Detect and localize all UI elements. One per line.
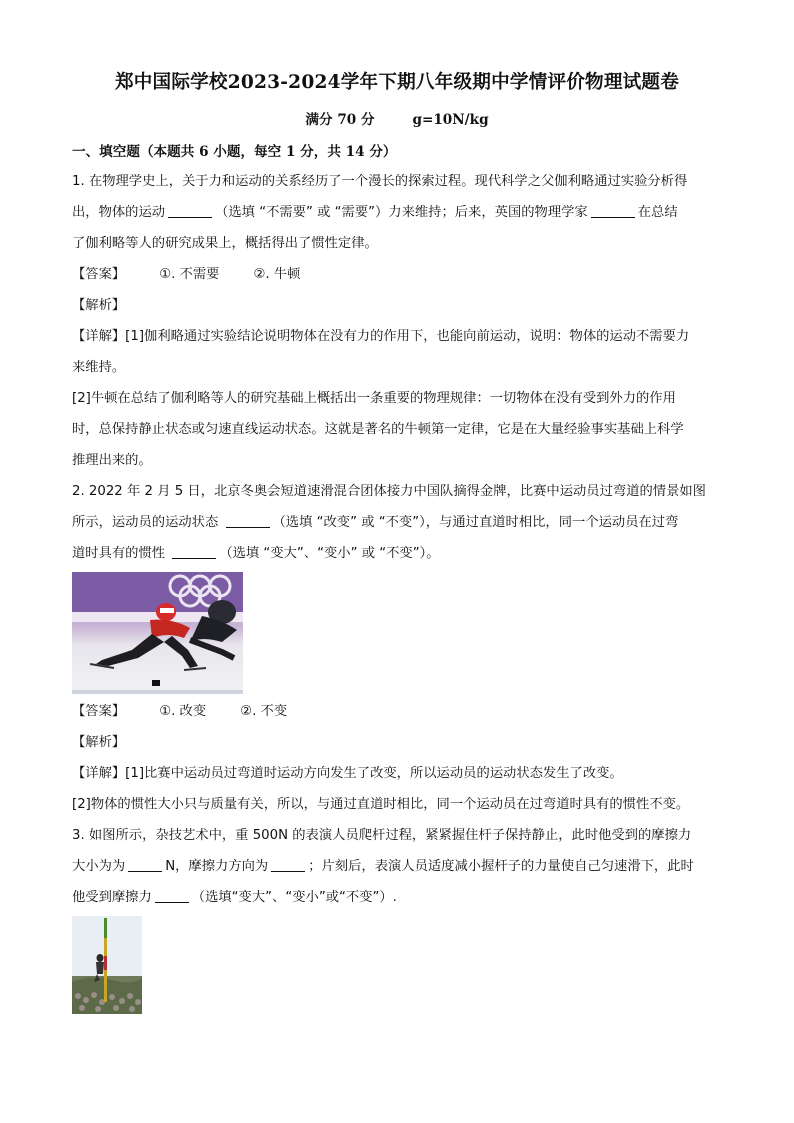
answer-item: ①. 不需要 [159,267,220,282]
q3-line-1: 3. 如图所示，杂技艺术中，重 500N 的表演人员爬杆过程，紧紧握住杆子保持静止，此时他受到的摩擦力 [72,828,692,843]
page-subtitle: 满分 70 分 g=10N/kg [305,112,489,128]
q2-line-1: 2. 2022 年 2 月 5 日，北京冬奥会短道速滑混合团体接力中国队摘得金牌，比赛中运动员过弯道的情景如图 [72,484,706,499]
q1-line-2 [72,203,724,223]
q2-text: 道时具有的惯性 [72,546,170,561]
q2-line-3 [72,544,724,564]
q2-line-2 [72,513,724,533]
q2-blank-1 [226,515,270,528]
q2-analysis-tag: 【解析】 [72,735,126,750]
q2-detail-1: 【详解】[1]比赛中运动员过弯道时运动方向发生了改变，所以运动员的运动状态发生了改变。 [72,766,623,781]
q2-text: 所示，运动员的运动状态 [72,515,223,530]
q1-detail-1: 【详解】[1]伽利略通过实验结论说明物体在没有力的作用下，也能向前运动，说明：物体的运动不需要力 [72,329,690,344]
q1-text: （选填 “不需要” 或 “需要”）力来维持；后来，英国的物理学家 [215,205,588,220]
q1-line-1: 1. 在物理学史上，关于力和运动的关系经历了一个漫长的探索过程。现代科学之父伽利略通过实验分析得 [72,174,688,189]
q1-blank-2 [591,205,635,218]
answer-tag: 【答案】 [72,267,126,282]
q1-text: 出，物体的运动 [72,205,166,220]
q3-blank-1 [128,859,162,872]
speed-skating-photo [72,572,243,694]
q1-answer [72,265,724,285]
answer-item: ②. 牛顿 [253,267,301,282]
q3-text: N，摩擦力方向为 [165,859,269,874]
q1-detail-2: 来维持。 [72,360,126,375]
page-title: 郑中国际学校2023-2024学年下期八年级期中学情评价物理试题卷 [114,72,680,93]
section-heading: 一、填空题（本题共 6 小题，每空 1 分，共 14 分） [72,144,397,160]
q3-blank-3 [155,890,189,903]
q3-text: 他受到摩擦力 [72,890,152,905]
q1-detail-5: 推理出来的。 [72,453,152,468]
q3-text: （选填“变大”、“变小”或“不变”）. [191,890,397,905]
q1-line-3: 了伽利略等人的研究成果上，概括得出了惯性定律。 [72,236,378,251]
q2-text: （选填 “改变” 或 “不变”），与通过直道时相比，同一个运动员在过弯 [272,515,679,530]
q3-text: 大小为为 [72,859,126,874]
q2-answer [72,702,724,722]
q1-detail-4: 时，总保持静止状态或匀速直线运动状态。这就是著名的牛顿第一定律，它是在大量经验事实基础上科学 [72,422,684,437]
q3-text: ；片刻后，表演人员适度减小握杆子的力量使自己匀速滑下，此时 [308,859,694,874]
q1-blank-1 [168,205,212,218]
q3-line-3 [72,888,724,908]
q2-blank-2 [172,546,216,559]
pole-climbing-photo [72,916,142,1014]
q2-text: （选填 “变大”、“变小” 或 “不变”）。 [219,546,440,561]
answer-item: ②. 不变 [240,704,288,719]
q2-detail-2: [2]物体的惯性大小只与质量有关，所以，与通过直道时相比，同一个运动员在过弯道时具有的惯性不变。 [72,797,690,812]
q1-detail-3: [2]牛顿在总结了伽利略等人的研究基础上概括出一条重要的物理规律：一切物体在没有受到外力的作用 [72,391,676,406]
answer-tag: 【答案】 [72,704,126,719]
q1-analysis-tag: 【解析】 [72,298,126,313]
q3-blank-2 [271,859,305,872]
q3-line-2 [72,857,724,877]
answer-item: ①. 改变 [159,704,207,719]
q1-text: 在总结 [637,205,678,220]
